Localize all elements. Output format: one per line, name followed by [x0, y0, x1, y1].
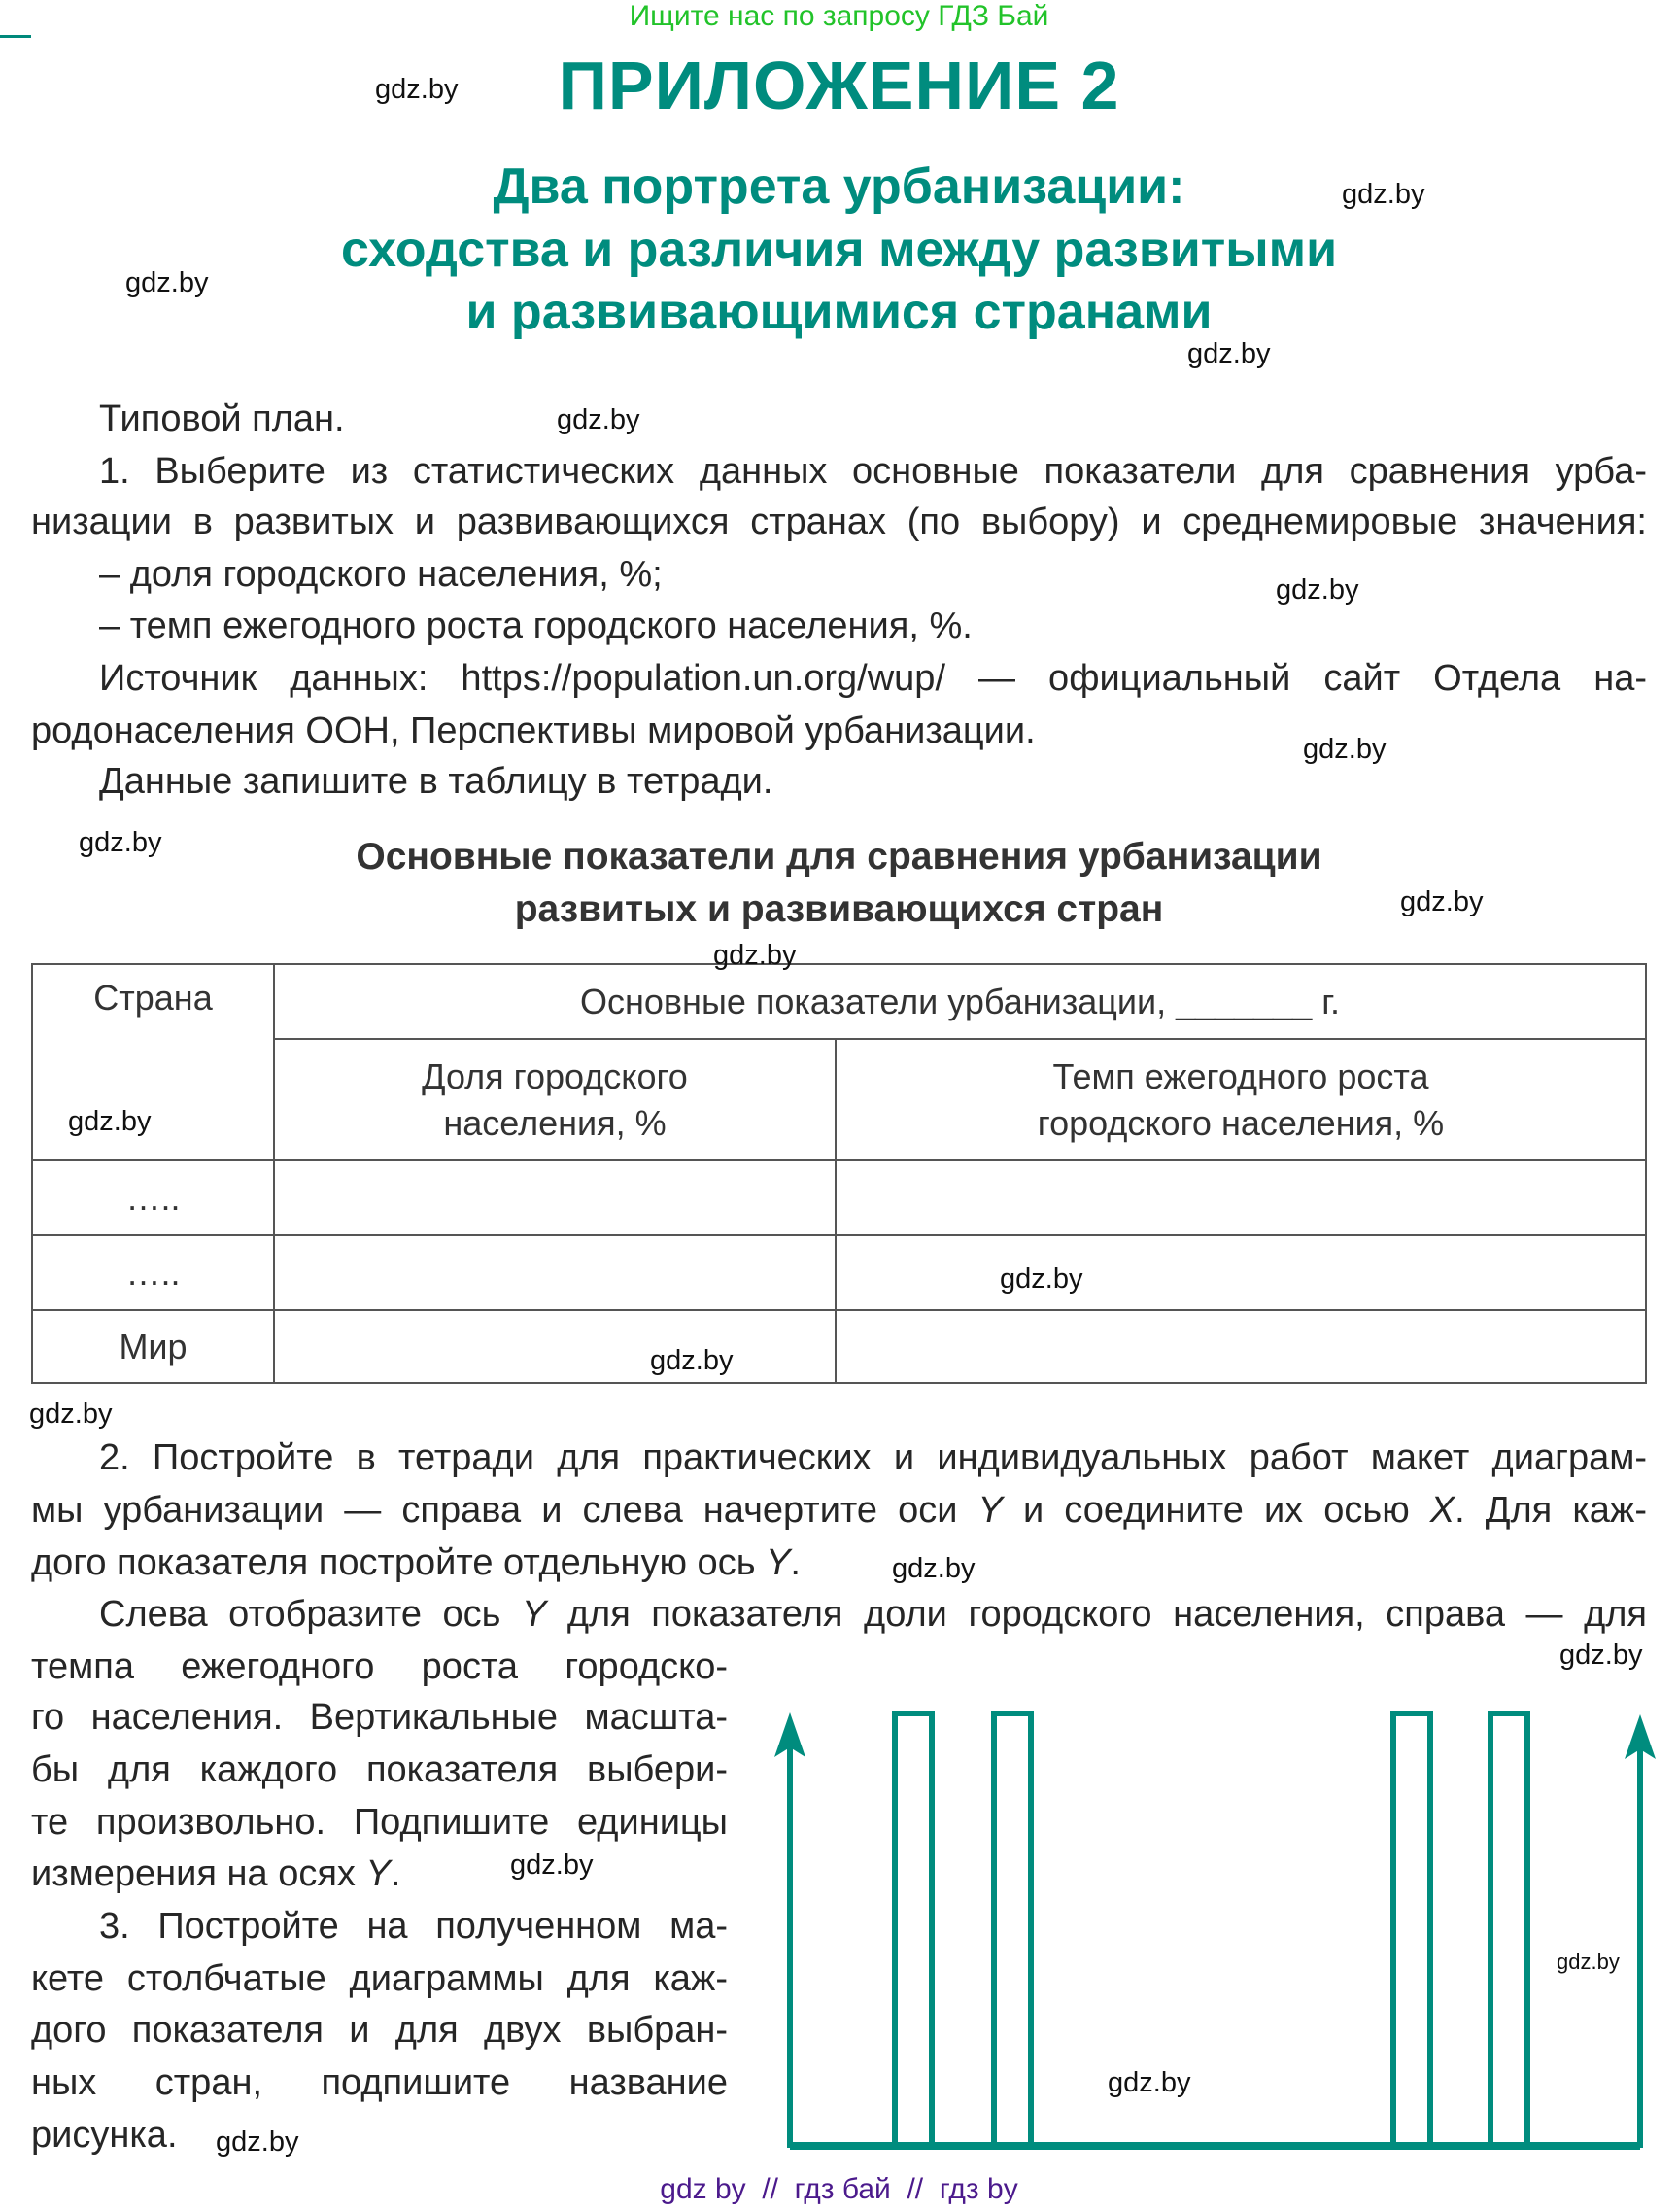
bar-outline [895, 1713, 932, 2146]
italic-variable: Y [766, 1542, 791, 1583]
header-urban-growth-l2: городского населения, % [1037, 1102, 1445, 1143]
cell-country: ….. [32, 1235, 274, 1310]
subtitle-line-3: и развивающимися странами [465, 284, 1213, 340]
text-segment: рисунка. [31, 2115, 178, 2156]
text-segment: Типовой план. [99, 398, 345, 439]
italic-variable: Y [365, 1853, 391, 1894]
watermark: gdz.by [1108, 2067, 1191, 2098]
watermark: gdz.by [29, 1399, 113, 1430]
text-segment: . Для каж- [1455, 1490, 1647, 1531]
subtitle-line-2: сходства и различия между развитыми [340, 222, 1338, 278]
watermark: gdz.by [79, 827, 162, 858]
text-segment: и соедините их осью [1002, 1490, 1430, 1531]
watermark: gdz.by [375, 74, 459, 105]
text-segment: 2. Постройте в тетради для практических и индивидуальных работ макет диаграм- [99, 1437, 1647, 1478]
text-segment: измерения на осях [31, 1853, 366, 1894]
text-segment: кете столбчатые диаграммы для каж- [31, 1958, 728, 1999]
text-segment: 3. Постройте на полученном ма- [99, 1906, 728, 1947]
text-segment: ных стран, подпишите название [31, 2062, 728, 2103]
watermark: gdz.by [216, 2126, 299, 2158]
text-segment: Данные запишите в таблицу в тетради. [99, 761, 773, 802]
subtitle-line-1: Два портрета урбанизации: [493, 158, 1185, 215]
text-segment: низации в развитых и развивающихся странах (по выбору) и среднемировые значения: [31, 501, 1647, 542]
text-segment: мы урбанизации — справа и слева начертите оси [31, 1490, 978, 1531]
watermark: gdz.by [1557, 1950, 1620, 1974]
text-segment: дого показателя и для двух выбран- [31, 2010, 728, 2051]
header-urban-share-l2: населения, % [443, 1102, 667, 1143]
watermark: gdz.by [1187, 338, 1271, 369]
search-hint: Ищите нас по запросу ГДЗ Бай [629, 0, 1049, 32]
italic-variable: Y [521, 1594, 547, 1635]
watermark: gdz.by [1559, 1640, 1643, 1671]
text-segment: родонаселения ООН, Перспективы мировой урбанизации. [31, 710, 1036, 751]
text-segment: 1. Выберите из статистических данных основные показатели для сравнения урба- [99, 451, 1647, 492]
header-urban-growth-l1: Темп ежегодного роста [1052, 1055, 1429, 1096]
table-title-line-2: развитых и развивающихся стран [514, 888, 1164, 930]
text-segment: темпа ежегодного роста городско- [31, 1646, 728, 1687]
header-country: Страна [32, 964, 274, 1160]
appendix-title: ПРИЛОЖЕНИЕ 2 [558, 48, 1120, 123]
text-segment: – доля городского населения, %; [99, 554, 663, 595]
watermark: gdz.by [713, 940, 797, 971]
header-group: Основные показатели урбанизации, _______ г. [274, 964, 1646, 1039]
watermark: gdz.by [1342, 179, 1425, 210]
text-segment: . [390, 1853, 401, 1894]
footer-links: gdz by // гдз бай // гдз by [660, 2173, 1018, 2205]
bar-outline [1490, 1713, 1527, 2146]
text-segment: Источник данных: https://population.un.org/wup/ — официальный сайт Отдела на- [99, 658, 1647, 699]
watermark: gdz.by [68, 1106, 152, 1137]
watermark: gdz.by [510, 1849, 594, 1881]
text-segment: – темп ежегодного роста городского населения, %. [99, 605, 973, 646]
text-segment: бы для каждого показателя выбери- [31, 1749, 728, 1790]
watermark: gdz.by [650, 1345, 734, 1376]
bar-outline [994, 1713, 1031, 2146]
text-segment: Слева отобразите ось [99, 1594, 522, 1635]
watermark: gdz.by [1276, 574, 1359, 605]
watermark: gdz.by [1303, 734, 1387, 765]
watermark: gdz.by [892, 1553, 976, 1584]
header-urban-share-l1: Доля городского [422, 1055, 688, 1096]
text-segment: те произвольно. Подпишите единицы [31, 1802, 728, 1843]
table-title-line-1: Основные показатели для сравнения урбанизации [356, 836, 1322, 878]
cell-country: Мир [32, 1310, 274, 1383]
italic-variable: Y [977, 1490, 1003, 1531]
text-segment: го населения. Вертикальные масшта- [31, 1697, 728, 1738]
watermark: gdz.by [1000, 1263, 1083, 1295]
watermark: gdz.by [557, 404, 640, 435]
text-segment: . [790, 1542, 801, 1583]
text-segment: дого показателя постройте отдельную ось [31, 1542, 767, 1583]
cell-country: ….. [32, 1160, 274, 1235]
italic-variable: X [1429, 1490, 1455, 1531]
text-segment: для показателя доли городского населения, справа — для [546, 1594, 1647, 1635]
watermark: gdz.by [1400, 886, 1484, 917]
watermark: gdz.by [125, 267, 209, 298]
bar-outline [1393, 1713, 1430, 2146]
